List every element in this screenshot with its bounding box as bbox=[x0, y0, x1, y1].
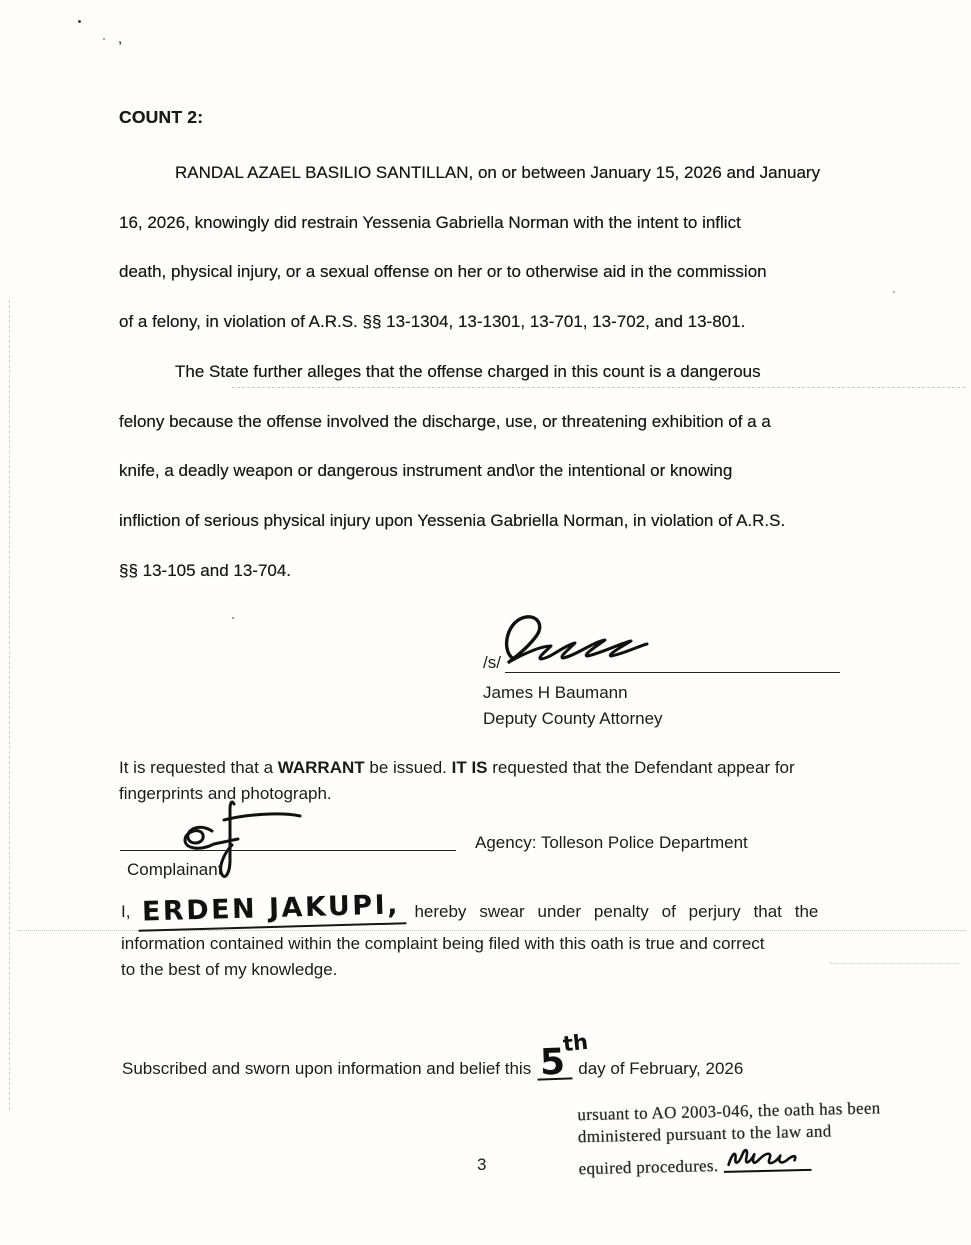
day-suffix: th bbox=[562, 1029, 590, 1057]
attorney-signature-scribble bbox=[500, 611, 650, 669]
request-text: It is requested that a bbox=[119, 758, 278, 777]
charge-paragraphs bbox=[119, 148, 879, 595]
stamp-line3-text: equired procedures. bbox=[578, 1156, 719, 1179]
oath-rest: hereby swear under penalty of perjury that the bbox=[414, 902, 819, 921]
scan-artifact-comma: , bbox=[118, 30, 123, 47]
charge-line: of a felony, in violation of A.R.S. §§ 13-1304, 13-1301, 13-701, 13-702, and 13-801. bbox=[119, 312, 746, 332]
scan-speck bbox=[103, 38, 105, 40]
handwritten-day bbox=[537, 1029, 590, 1084]
oath-line1 bbox=[121, 889, 851, 928]
scan-artifact-vline bbox=[9, 300, 10, 1110]
charge-line: §§ 13-105 and 13-704. bbox=[119, 560, 292, 580]
charge-line: RANDAL AZAEL BASILIO SANTILLAN, on or between January 15, 2026 and January bbox=[175, 163, 821, 182]
complainant-label: Complainant bbox=[127, 860, 223, 879]
page-number: 3 bbox=[477, 1155, 487, 1174]
charge-line: knife, a deadly weapon or dangerous instrument and\or the intentional or knowing bbox=[119, 461, 733, 481]
request-text: requested that the Defendant appear for bbox=[487, 758, 795, 777]
sworn-text-after: day of February, 2026 bbox=[578, 1059, 744, 1078]
scan-speck bbox=[893, 291, 895, 293]
scan-speck bbox=[232, 617, 234, 619]
stamp-line1: ursuant to AO 2003-046, the oath has been bbox=[577, 1098, 881, 1125]
sworn-text-before: Subscribed and sworn upon information and belief this bbox=[122, 1059, 532, 1078]
agency-label: Agency: Tolleson Police Department bbox=[475, 833, 748, 852]
charge-line: The State further alleges that the offense charged in this count is a dangerous bbox=[175, 361, 761, 381]
oath-line2: information contained within the complaint being filed with this oath is true and correct bbox=[121, 934, 765, 953]
count-heading: COUNT 2: bbox=[119, 107, 204, 127]
warrant-request-line2: fingerprints and photograph. bbox=[119, 784, 332, 803]
day-number: 5 bbox=[537, 1047, 573, 1080]
oath-paragraph bbox=[121, 889, 851, 983]
charge-line: infliction of serious physical injury upon Yessenia Gabriella Norman, in violation of A.R.S. bbox=[119, 510, 786, 530]
stamp-initials-scribble bbox=[722, 1143, 823, 1177]
affiant-handwritten-name: ERDEN JAKUPI, bbox=[138, 889, 407, 931]
scan-speck bbox=[78, 20, 81, 23]
charge-line: 16, 2026, knowingly did restrain Yessenia Gabriella Norman with the intent to inflict bbox=[119, 212, 741, 232]
oath-stamp bbox=[577, 1096, 949, 1180]
s-slash-mark: /s/ bbox=[483, 653, 501, 672]
charge-line: death, physical injury, or a sexual offense on her or to otherwise aid in the commission bbox=[119, 262, 767, 282]
warrant-request-line1 bbox=[119, 755, 859, 781]
attorney-title: Deputy County Attorney bbox=[483, 709, 663, 728]
warrant-emphasis: WARRANT bbox=[277, 758, 365, 777]
attorney-name: James H Baumann bbox=[483, 683, 628, 702]
sworn-line bbox=[122, 1029, 744, 1084]
oath-line3: to the best of my knowledge. bbox=[121, 960, 338, 979]
complainant-signature-line bbox=[120, 850, 456, 851]
request-text: be issued. bbox=[364, 758, 452, 777]
oath-prefix: I, bbox=[121, 902, 131, 921]
it-is-emphasis: IT IS bbox=[451, 758, 488, 777]
stamp-line2: dministered pursuant to the law and bbox=[577, 1121, 832, 1147]
attorney-signature-line bbox=[505, 672, 840, 673]
charge-line: felony because the offense involved the discharge, use, or threatening exhibition of a a bbox=[119, 411, 771, 431]
